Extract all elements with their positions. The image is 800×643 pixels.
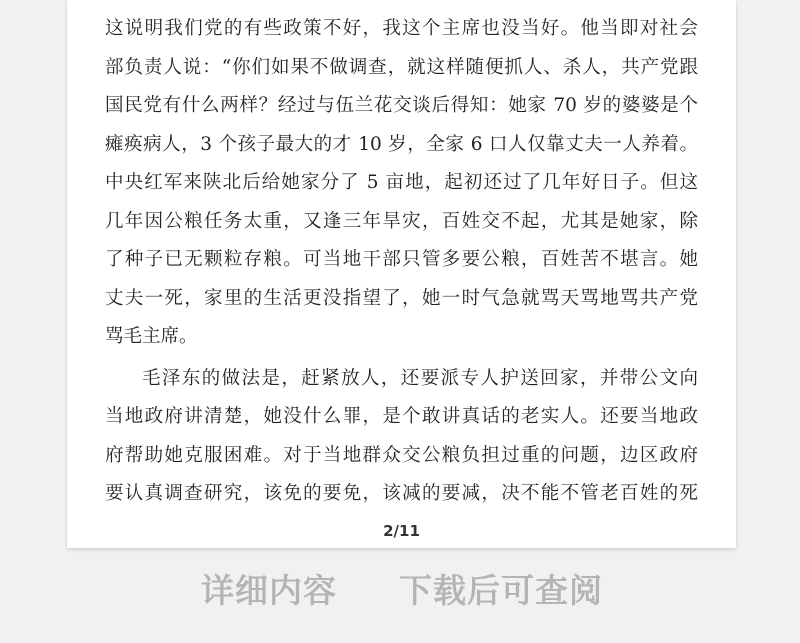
text-line: 了种子已无颗粒存粮。可当地干部只管多要公粮，百姓苦不堪言。她 [105,249,698,270]
text-line: 丈夫一死，家里的生活更没指望了，她一时气急就骂天骂地骂共产党 [105,287,698,309]
document-body [105,10,698,514]
text-line: 国民党有什么两样？经过与伍兰花交谈后得知：她家 70 岁的婆婆是个 [105,95,698,116]
text-line: 中央红军来陕北后给她家分了 5 亩地，起初还过了几年好日子。但这 [105,172,698,193]
download-to-view-button[interactable]: 下载后可查阅 [399,571,603,610]
text-line: 几年因公粮任务太重，又逢三年旱灾，百姓交不起，尤其是她家，除 [105,210,698,232]
text-line: 毛泽东的做法是，赶紧放人，还要派专人护送回家，并带公文向 [142,367,698,389]
footer-bar [0,565,800,615]
document-page [67,0,736,548]
detail-content-button[interactable]: 详细内容 [201,571,337,610]
text-line: 府帮助她克服困难。对于当地群众交公粮负担过重的问题，边区政府 [105,444,698,466]
text-line: 要认真调查研究，该免的要免，该减的要减，决不能不管老百姓的死 [105,483,698,504]
text-line: 部负责人说：“你们如果不做调查，就这样随便抓人、杀人，共产党跟 [105,56,698,78]
text-line: 这说明我们党的有些政策不好，我这个主席也没当好。他当即对社会 [105,18,698,39]
text-line: 瘫痪病人，3 个孩子最大的才 10 岁，全家 6 口人仅靠丈夫一人养着。 [105,133,698,155]
page-number: 2/11 [383,522,420,540]
text-line: 骂毛主席。 [105,326,198,347]
text-line: 当地政府讲清楚，她没什么罪，是个敢讲真话的老实人。还要当地政 [105,406,698,427]
